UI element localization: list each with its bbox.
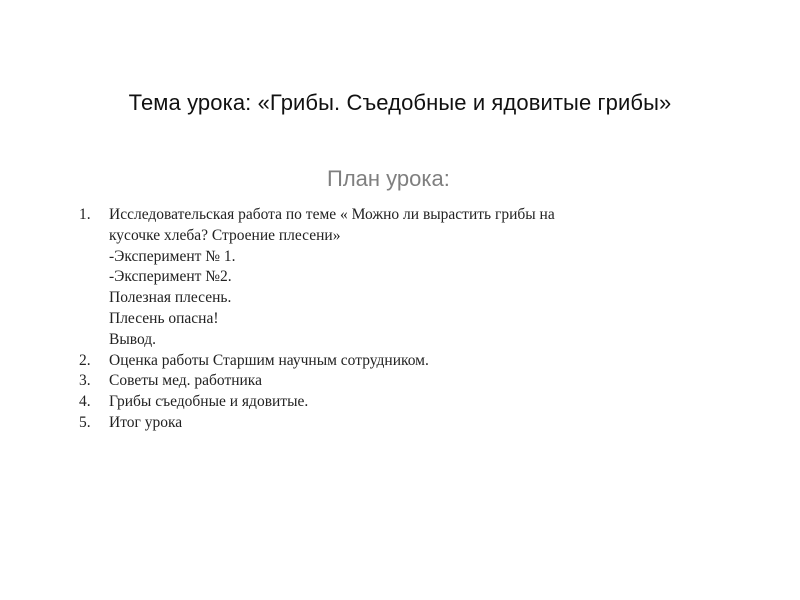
plan-item-text: Исследовательская работа по теме « Можно ли вырастить грибы на xyxy=(109,206,555,223)
plan-item-number: 5. xyxy=(79,413,91,431)
plan-item-4 xyxy=(79,392,679,413)
plan-item-number: 4. xyxy=(79,393,91,411)
plan-item-text: кусочке хлеба? Строение плесени» xyxy=(109,226,341,244)
plan-item-number: 1. xyxy=(79,206,91,223)
plan-subitem-text: Плесень опасна! xyxy=(109,309,219,327)
plan-item-text: Итог урока xyxy=(109,413,183,431)
plan-subitem-text: -Эксперимент №2. xyxy=(109,268,232,286)
plan-heading: План урока: xyxy=(327,166,450,191)
plan-item-text: Советы мед. работника xyxy=(109,372,262,390)
plan-item-text: Грибы съедобные и ядовитые. xyxy=(109,393,309,411)
lesson-plan-list xyxy=(79,205,679,434)
lesson-title: Тема урока: «Грибы. Съедобные и ядовитые грибы» xyxy=(128,90,672,115)
plan-item-text: Оценка работы Старшим научным сотрудником. xyxy=(109,351,429,369)
plan-item-3 xyxy=(79,371,679,392)
plan-item-number: 2. xyxy=(79,351,91,369)
plan-subitem-text: -Эксперимент № 1. xyxy=(109,247,236,265)
plan-item-1 xyxy=(79,205,679,351)
plan-item-5 xyxy=(79,413,679,434)
plan-subitem-text: Полезная плесень. xyxy=(109,289,232,307)
plan-item-number: 3. xyxy=(79,372,91,390)
plan-item-2 xyxy=(79,351,679,372)
plan-subitem-text: Вывод. xyxy=(109,330,157,348)
